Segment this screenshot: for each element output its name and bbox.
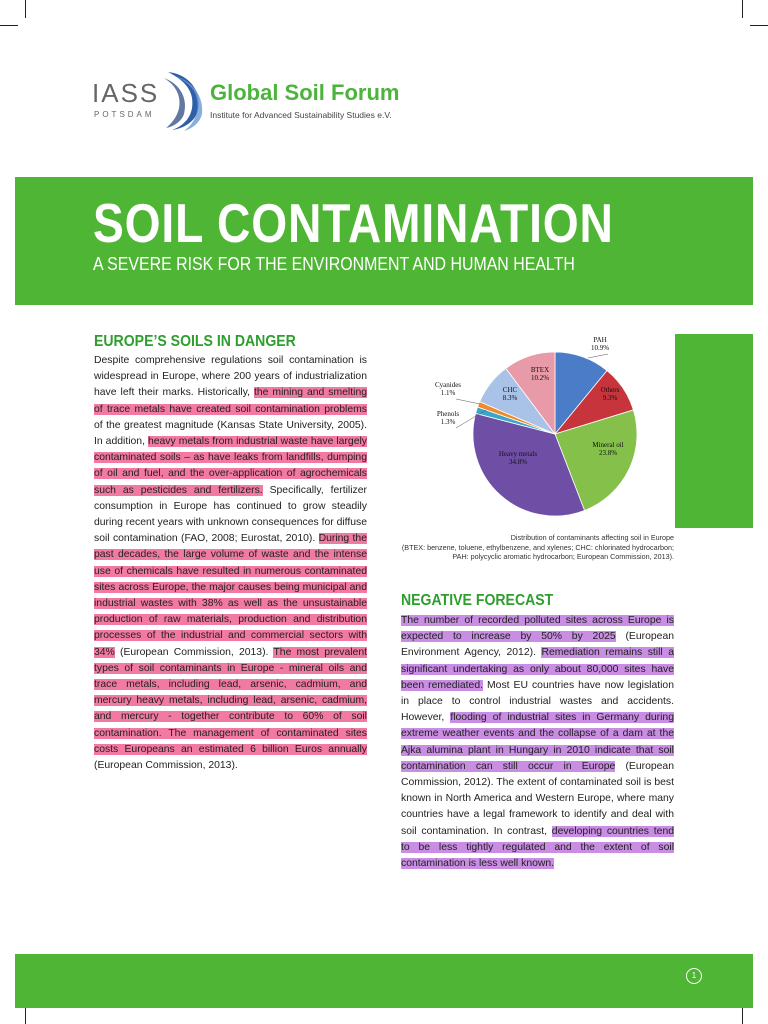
pie-label-category: PAH bbox=[593, 336, 607, 344]
body-text: (European Environment Agency, 2012). bbox=[401, 631, 674, 659]
pie-label-value: 8.3% bbox=[502, 394, 518, 402]
pie-label-value: 23.8% bbox=[598, 449, 618, 457]
section-body-europe bbox=[94, 353, 367, 774]
chart-caption bbox=[396, 533, 674, 562]
page-subtitle: A SEVERE RISK FOR THE ENVIRONMENT AND HUMAN HEALTH bbox=[93, 253, 575, 274]
pie-label-value: 1.3% bbox=[440, 418, 456, 426]
highlighted-text: developing countries tend to be less tightly regulated and the extent of soil contamination is less well known. bbox=[401, 825, 674, 870]
pie-label-category: Phenols bbox=[436, 410, 460, 418]
pie-label-category: Heavy metals bbox=[498, 450, 538, 458]
crop-mark bbox=[0, 25, 18, 26]
pie-label-category: Others bbox=[600, 386, 620, 394]
pie-leader-line bbox=[588, 354, 608, 358]
body-text: of the greatest magnitude (Kansas State University, 2005). In addition, bbox=[94, 419, 367, 448]
logo bbox=[92, 68, 432, 132]
pie-label-category: CHC bbox=[502, 386, 518, 394]
highlighted-text: During the past decades, the large volume of waste and the intense use of chemicals have resulted in numerous contaminated sites across Europe, the major causes being municipal and industrial wastes with 38% as well as the unsustainable production of raw materials, production and distribution processes of the industrial and commercial sectors with 34% bbox=[94, 533, 367, 658]
highlighted-text: flooding of industrial sites in Germany during extreme weather events and the collapse of a dam at the Ajka alumina plant in Hungary in 2010 indicate that soil contamination can still occur in Europe bbox=[401, 712, 674, 772]
highlighted-text: heavy metals from industrial waste have largely contaminated soils – as have leaks from landfills, dumping of oil and fuel, and the over-application of agrochemicals such as pesticides and fertilizers. bbox=[94, 436, 367, 496]
body-text: Most EU countries have now legislation in place to control industrial wastes and accidents. However, bbox=[401, 679, 674, 724]
highlighted-text: Remediation remains still a significant undertaking as only about 80,000 sites have been remediated. bbox=[401, 647, 674, 691]
chart-caption-line2: (BTEX: benzene, toluene, ethylbenzene, and xylenes; CHC: chlorinated hydrocarbon; PAH: polycyclic aromatic hydrocarbon; European Commission, 2013). bbox=[401, 542, 674, 561]
body-text: (European Commission, 2013). bbox=[94, 760, 238, 772]
pie-label-value: 10.2% bbox=[530, 374, 550, 382]
highlighted-text: the mining and smelting of trace metals have created soil contamination problems bbox=[94, 387, 367, 415]
page-title: SOIL CONTAMINATION bbox=[93, 192, 614, 254]
section-heading-forecast: NEGATIVE FORECAST bbox=[401, 592, 554, 609]
section-body-forecast bbox=[401, 613, 674, 872]
side-accent-block bbox=[675, 334, 753, 528]
pie-label-category: Cyanides bbox=[434, 381, 462, 389]
logo-swirl-icon bbox=[158, 68, 218, 132]
title-banner bbox=[15, 177, 753, 305]
crop-mark bbox=[25, 1006, 26, 1024]
footer-bar bbox=[15, 954, 753, 1008]
pie-label-value: 9.3% bbox=[602, 394, 618, 402]
page-number: 1 bbox=[686, 968, 702, 984]
pie-label-value: 34.8% bbox=[508, 458, 528, 466]
body-text: (European Commission, 2012). The extent of contaminated soil is best known in North America and Western Europe, where many countries have a legal framework to identify and deal with soil contamination. In contrast, bbox=[401, 760, 674, 837]
chart-caption-line1: Distribution of contaminants affecting soil in Europe bbox=[510, 533, 674, 542]
crop-mark bbox=[742, 0, 743, 18]
logo-title: Global Soil Forum bbox=[210, 80, 400, 105]
body-text: (European Commission, 2013). bbox=[114, 646, 274, 658]
crop-mark bbox=[742, 1006, 743, 1024]
crop-mark bbox=[25, 0, 26, 18]
pie-label-value: 1.1% bbox=[440, 389, 456, 397]
highlighted-text: The most prevalent types of soil contaminants in Europe - mineral oils and trace metals, including lead, arsenic, cadmium, and mercury heavy metals, including lead, arsenic, cadmium, and mercury - together contribute to 60% of soil contamination. The management of contaminated sites costs Europeans an estimated 6 billion Euros annually bbox=[94, 646, 367, 755]
pie-label-category: BTEX bbox=[530, 366, 550, 374]
body-text: Specifically, fertilizer consumption in Europe has continued to grow steadily during recent years with unknown consequences for diffuse soil contamination (FAO, 2008; Eurostat, 2010). bbox=[94, 484, 368, 545]
body-text: Despite comprehensive regulations soil contamination is widespread in Europe, where 200 years of industrialization have left their marks. Historically, bbox=[94, 355, 367, 399]
logo-iass-text: IASS bbox=[92, 78, 160, 108]
highlighted-text: The number of recorded polluted sites across Europe is expected to increase by 50% by 2025 bbox=[401, 615, 674, 643]
crop-mark bbox=[750, 25, 768, 26]
section-heading-europe: EUROPE’S SOILS IN DANGER bbox=[94, 333, 296, 350]
logo-subtitle: Institute for Advanced Sustainability Studies e.V. bbox=[210, 110, 392, 120]
pie-label-value: 10.9% bbox=[590, 344, 610, 352]
logo-potsdam-text: POTSDAM bbox=[94, 110, 155, 119]
pie-leader-line bbox=[456, 399, 480, 404]
pie-label-category: Mineral oil bbox=[592, 441, 624, 449]
pie-chart bbox=[400, 334, 675, 534]
